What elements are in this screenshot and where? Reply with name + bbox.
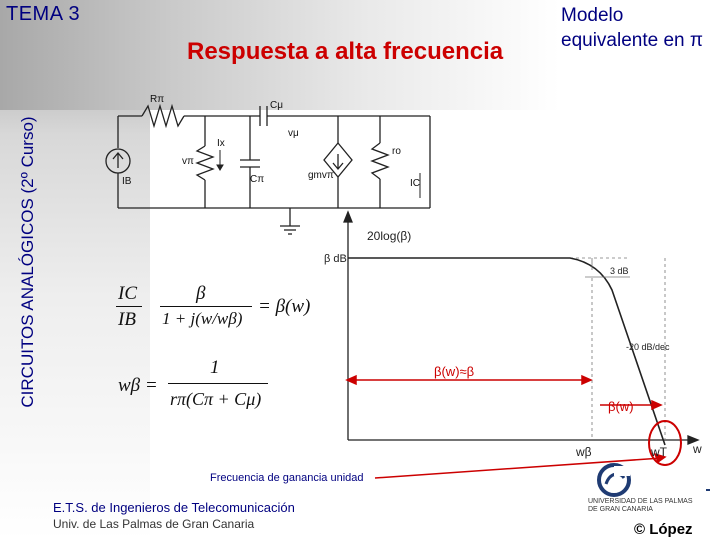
gm-label: gmvπ	[308, 170, 334, 181]
eq2-fraction-line	[168, 383, 268, 384]
rpi-resistor	[142, 106, 184, 126]
w-t-label: wT	[651, 445, 667, 459]
eq-beta: β	[196, 283, 206, 304]
eq-ib: IB	[118, 309, 136, 330]
slide-title: Respuesta a alta frecuencia	[187, 38, 504, 65]
slope-label: -20 dB/dec	[626, 342, 670, 352]
ib-label: IB	[122, 176, 132, 187]
eq2-numerator: 1	[210, 357, 220, 378]
unity-gain-caption: Frecuencia de ganancia unidad	[210, 472, 364, 484]
w-beta-label: wβ	[576, 445, 592, 459]
rpi-label: Rπ	[150, 94, 165, 105]
ic-label: IC	[410, 178, 420, 189]
curve-label: 20log(β)	[367, 229, 412, 243]
x-axis-label: w	[693, 442, 702, 456]
ulpgc-logo-text: UNIVERSIDAD DE LAS PALMAS DE GRAN CANARIA	[588, 498, 693, 513]
y-axis-label: β dB	[324, 253, 347, 265]
eq-fraction-line-1	[116, 306, 142, 307]
cmu-label: Cμ	[270, 100, 283, 111]
vpi-label: vπ	[182, 156, 194, 167]
eq-denominator: 1 + j(w/wβ)	[162, 309, 243, 328]
three-db-label: 3 dB	[610, 266, 629, 276]
eq-fraction-line-2	[160, 306, 252, 307]
cpi-label: Cπ	[250, 174, 265, 185]
eq2-denominator: rπ(Cπ + Cμ)	[170, 389, 262, 409]
eq2-lhs: wβ =	[118, 375, 158, 396]
magnitude-curve	[348, 258, 665, 445]
university-name: Univ. de Las Palmas de Gran Canaria	[53, 517, 255, 531]
rolloff-region-label: β(w)	[608, 399, 634, 414]
ro-label: ro	[392, 146, 401, 157]
model-label-line1: Modelo	[561, 5, 624, 26]
school-name: E.T.S. de Ingenieros de Telecomunicación	[53, 500, 295, 515]
ix-label: Ix	[217, 138, 225, 149]
topic-label: TEMA 3	[6, 3, 81, 25]
footer-tick	[706, 489, 710, 491]
model-label-line2: equivalente en π	[561, 30, 703, 51]
bode-plot	[300, 210, 720, 500]
course-title-vertical: CIRCUITOS ANALÓGICOS (2º Curso)	[18, 116, 37, 408]
author-credit: © López	[634, 521, 693, 538]
eq-ic: IC	[118, 283, 137, 304]
eq-rhs: = β(w)	[258, 296, 311, 317]
flat-region-label: β(w)≈β	[434, 364, 475, 379]
vmu-label: vμ	[288, 128, 299, 139]
ulpgc-logo	[596, 462, 632, 498]
